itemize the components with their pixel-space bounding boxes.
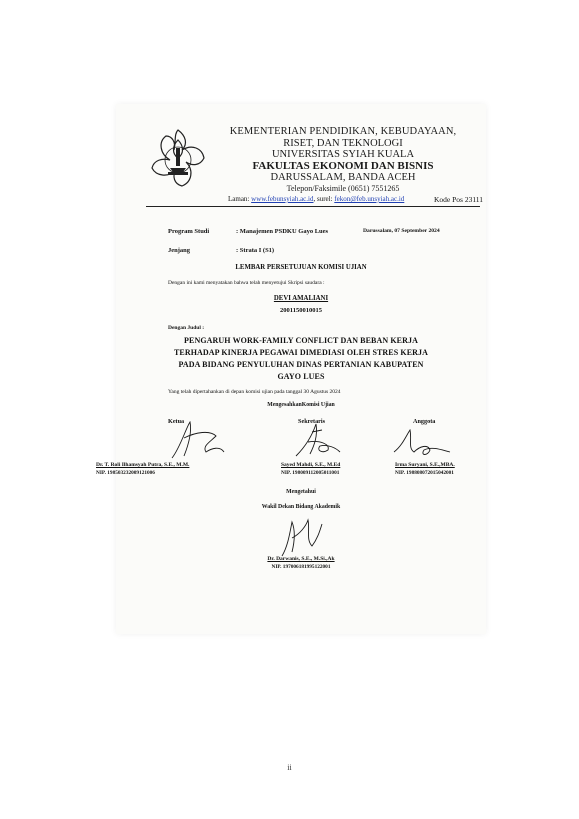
secretary-signature-icon — [276, 418, 356, 462]
thesis-title-line: PADA BIDANG PENYULUHAN DINAS PERTANIAN KABUPATEN — [178, 360, 424, 369]
student-name: DEVI AMALIANI — [273, 295, 329, 302]
level-value: : Strata I (S1) — [236, 247, 275, 254]
approval-heading: Mengetahui — [286, 489, 316, 495]
document-title: LEMBAR PERSETUJUAN KOMISI UJIAN — [235, 264, 367, 271]
member-signature-icon — [384, 422, 464, 462]
email-link[interactable]: fekon@feb.unsyiah.ac.id — [334, 195, 405, 203]
member-name: Irma Suryani, S.E.,MBA. — [395, 462, 455, 468]
university-name: UNIVERSITAS SYIAH KUALA — [271, 149, 415, 160]
thesis-title-line: PENGARUH WORK-FAMILY CONFLICT DAN BEBAN KERJA — [184, 336, 418, 345]
chair-name: Dr. T. Roli Ilhamsyah Putra, S.E., M.M. — [96, 462, 190, 468]
student-nim: 2001150010015 — [280, 307, 322, 314]
mail-label: , surel: — [313, 195, 335, 203]
thesis-title-line: GAYO LUES — [277, 372, 325, 381]
member-nip: NIP. 198808072015042001 — [395, 470, 454, 476]
faculty-address: DARUSSALAM, BANDA ACEH — [270, 172, 416, 183]
intro-text: Dengan ini kami menyatakan bahwa telah menyetujui Skripsi saudara : — [168, 280, 325, 286]
faculty-name: FAKULTAS EKONOMI DAN BISNIS — [252, 160, 434, 172]
defended-text: Yang telah dipertahankan di depan komisi ujian pada tanggal 30 Agustus 2024 — [168, 389, 341, 395]
member-role: Anggota — [413, 418, 436, 425]
faculty-phone: Telepon/Faksimile (0651) 7551265 — [286, 184, 400, 193]
ministry-line-1: KEMENTERIAN PENDIDIKAN, KEBUDAYAAN, — [229, 126, 457, 137]
letter-date: Darussalam, 07 September 2024 — [363, 228, 440, 234]
chair-role: Ketua — [168, 418, 185, 425]
vice-dean-name: Dr. Darwanis, S.E., M.Si.,Ak — [267, 556, 335, 562]
chair-signature-icon — [166, 418, 246, 462]
program-value: : Manajemen PSDKU Gayo Lues — [236, 228, 329, 235]
program-label: Program Studi — [168, 228, 210, 235]
level-label: Jenjang — [168, 247, 191, 254]
ministry-line-2: RISET, DAN TEKNOLOGI — [283, 138, 403, 149]
committee-heading: MengesahkanKomisi Ujian — [267, 402, 335, 408]
secretary-name: Sayed Mahdi, S.E., M.Ed — [281, 462, 341, 468]
postcode: Kode Pos 23111 — [434, 195, 484, 204]
vice-dean-nip: NIP. 197006181995122001 — [271, 564, 331, 570]
thesis-title-line: TERHADAP KINERJA PEGAWAI DIMEDIASI OLEH STRES KERJA — [173, 348, 429, 357]
letterhead-divider — [146, 206, 480, 207]
usk-seal-icon — [142, 126, 214, 194]
chair-nip: NIP. 198503232009121006 — [96, 470, 155, 476]
page-number: ii — [287, 763, 292, 772]
judul-label: Dengan Judul : — [168, 325, 205, 331]
web-label: Laman: — [228, 195, 252, 203]
secretary-nip: NIP. 198009112005011001 — [281, 470, 340, 476]
approval-role: Wakil Dekan Bidang Akademik — [261, 504, 341, 510]
website-link[interactable]: www.febunsyiah.ac.id — [251, 195, 314, 203]
scanned-letter — [96, 104, 486, 634]
secretary-role: Sekretaris — [298, 418, 326, 425]
vice-dean-signature-icon — [268, 516, 338, 560]
contact-line — [228, 195, 404, 203]
